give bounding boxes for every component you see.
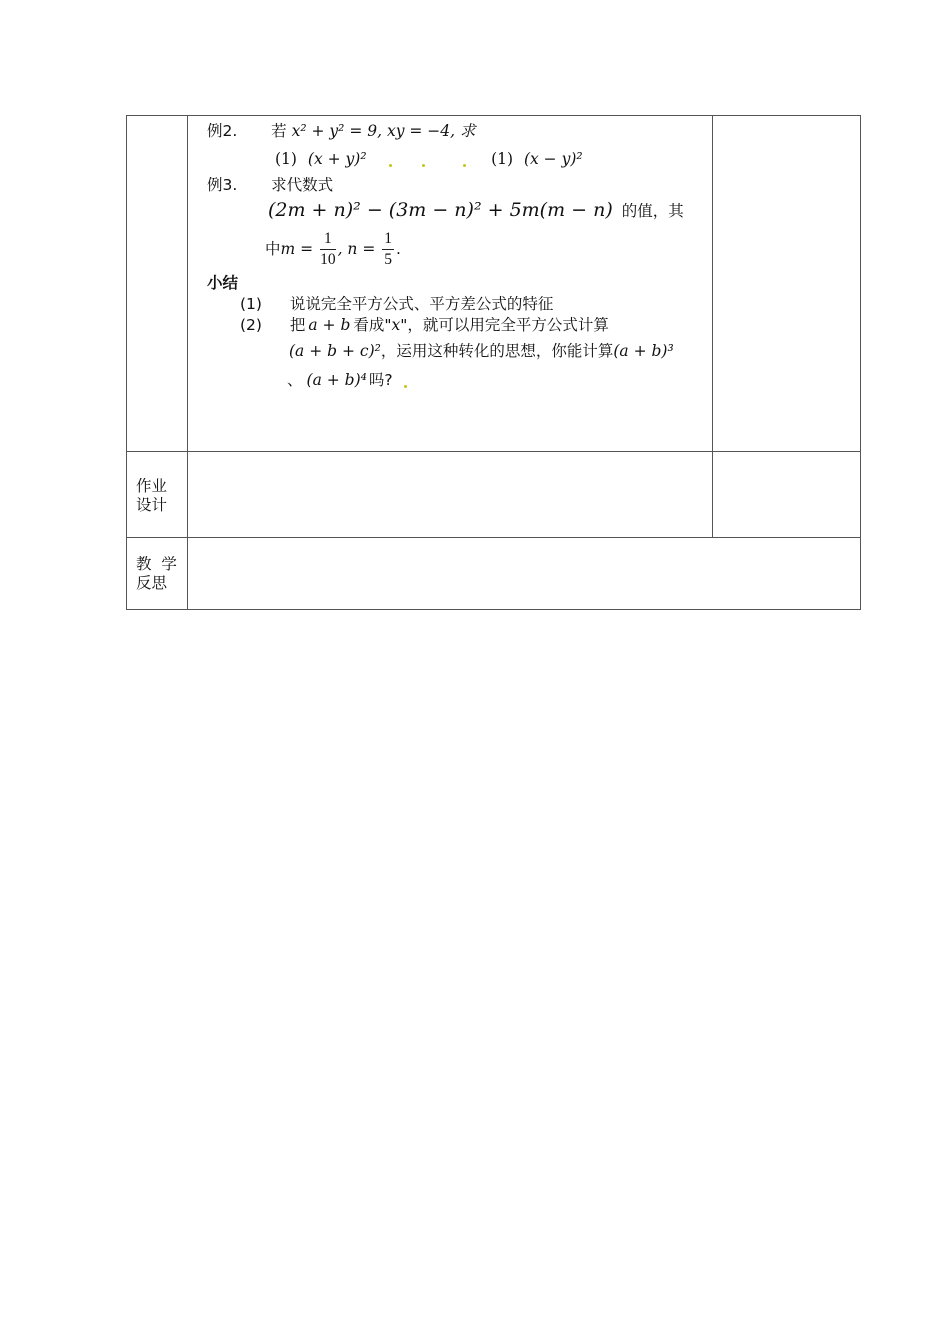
decorative-dot [422,164,425,167]
summary-item-1 [240,294,553,314]
summary-item-2-line2 [289,341,674,361]
decorative-dot [389,164,392,167]
table-row-divider-2 [126,537,861,538]
summary-item1-number: (1) [240,295,262,313]
fraction-m-numerator: 1 [320,229,336,250]
reflection-label-line2: 反思 [136,574,168,592]
fraction-n [382,229,394,270]
example3-expression: (2m + n)² − (3m − n)² + 5m(m − n) [268,199,613,221]
summary-item2-expression-fourth: (a + b)⁴ [306,371,367,389]
table-top-border [126,115,861,116]
table-row-divider-1 [126,451,861,452]
summary-item2-number: (2) [240,316,262,334]
example2-line2 [275,149,583,169]
example2-condition: x² + y² = 9, xy = −4, 求 [291,122,476,140]
homework-label [136,477,167,515]
summary-item2-expression: (a + b + c)² [289,342,381,360]
example3-line3 [265,226,401,272]
decorative-dot [463,164,466,167]
summary-item1-text: 说说完全平方公式、平方差公式的特征 [289,295,554,313]
fraction-m [320,229,336,270]
reflection-label-line1: 教 学 [136,555,177,573]
homework-label-line2: 设计 [136,496,168,514]
example3-given-prefix: 中 [265,240,281,258]
reflection-label [136,555,177,593]
table-col-divider-1 [187,115,188,610]
table-right-border [860,115,861,610]
summary-item2-text-c: "，就可以用完全平方公式计算 [400,316,609,334]
summary-heading: 小结 [207,274,239,292]
homework-label-line1: 作业 [136,477,168,495]
example2-part1-number: (1) [275,150,297,168]
example3-prompt: 求代数式 [271,176,334,194]
example3-suffix: 的值，其 [621,202,684,220]
table-left-border [126,115,127,610]
example2-line1 [207,121,476,141]
summary-item2-line2-text: ，运用这种转化的思想，你能计算 [380,342,614,360]
summary-item2-line3-text: 吗? [368,371,393,389]
example3-label: 例3. [207,176,238,194]
example2-intro: 若 [271,122,287,140]
example3-period: . [396,240,401,258]
example2-label: 例2. [207,122,238,140]
example3-n-variable: , n = [337,240,376,258]
summary-item-2-line3 [287,370,408,390]
table-col-divider-2 [712,115,713,538]
example3-m-variable: m = [280,240,314,258]
summary-item2-separator: 、 [287,371,303,389]
decorative-dot [404,385,407,388]
fraction-m-denominator: 10 [320,251,336,268]
summary-item2-text-a: 把 [289,316,306,334]
summary-item2-text-b: 看成" [353,316,392,334]
summary-item2-variable: a + b [308,316,351,334]
fraction-n-denominator: 5 [384,251,393,268]
example3-line1 [207,175,333,195]
fraction-n-numerator: 1 [382,229,394,250]
example2-part2-expression: (x − y)² [523,150,583,168]
example2-part1-expression: (x + y)² [307,150,367,168]
summary-item-2 [240,315,609,335]
example2-part2-number: (1) [491,150,514,168]
table-bottom-border [126,609,861,610]
example3-line2 [268,198,684,223]
summary-item2-expression-cube: (a + b)³ [613,342,674,360]
summary-item2-x: x [391,316,401,334]
